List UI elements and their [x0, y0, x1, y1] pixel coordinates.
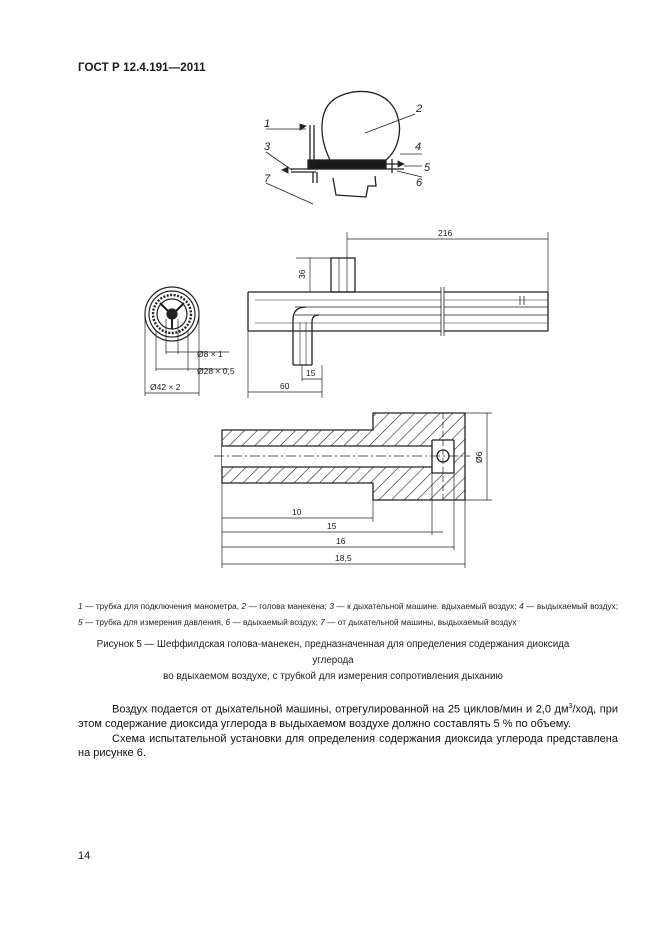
dim-10: 10 [292, 507, 302, 517]
page-number: 14 [78, 850, 91, 862]
head-leader-lines [266, 114, 422, 204]
callout-3: 3 [264, 141, 271, 153]
dim-diam8: Ø8 × 1 [197, 349, 223, 359]
dim-36: 36 [297, 269, 307, 279]
callout-4: 4 [415, 141, 422, 153]
head-callout-labels [264, 103, 431, 189]
dim-diam28: Ø28 × 0,5 [197, 366, 235, 376]
dim-15-small: 15 [306, 368, 316, 378]
side-view-dimension-labels [280, 228, 452, 391]
dim-15: 15 [327, 521, 337, 531]
callout-1: 1 [264, 118, 271, 130]
callout-7: 7 [264, 173, 271, 185]
tube-section-view [214, 413, 470, 500]
caption-line-1: Рисунок 5 — Шеффилдская голова-манекен, предназначенная для определения содержания диоксида углерода [96, 639, 570, 666]
callout-2: 2 [416, 103, 423, 115]
body-text [78, 700, 618, 761]
paragraph-2: Схема испытательной установки для определения содержания диоксида углерода представлена на рисунке 6. [78, 732, 618, 760]
tube-side-view [248, 258, 548, 365]
mannequin-head-sketch [291, 91, 404, 197]
document-header: ГОСТ Р 12.4.191—2011 [78, 62, 206, 74]
callout-6: 6 [416, 177, 423, 189]
dim-diam42: Ø42 × 2 [150, 382, 181, 392]
tube-end-view [145, 287, 199, 341]
dim-diam6: Ø6 [474, 451, 484, 463]
end-view-dimension-labels [150, 349, 235, 392]
callout-5: 5 [424, 162, 431, 174]
paragraph-1: Воздух подается от дыхательной машины, отрегулированной на 25 циклов/мин и 2,0 $дм^3$/ход, при этом содержание диоксида углерода в выдыхаемом воздухе должно составлять 5 % по объему. [78, 703, 618, 731]
dim-16: 16 [336, 536, 346, 546]
dim-18-5: 18,5 [335, 553, 352, 563]
figure-caption [78, 637, 588, 685]
dim-60: 60 [280, 381, 290, 391]
figure-legend: 1 — трубка для подключения манометра, 2 — голова манекена; 3 — к дыхательной машине. вдыхаемый воздух; 4 — выдыхаемый воздух; 5 — трубка для измерения давления, 6 — вдыхаемый воздух; 7 — от дыхательной машины, выдыхаемый воздух [78, 601, 619, 627]
caption-line-2: во вдыхаемом воздухе, с трубкой для измерения сопротивления дыханию [163, 671, 503, 682]
dim-216: 216 [438, 228, 453, 238]
